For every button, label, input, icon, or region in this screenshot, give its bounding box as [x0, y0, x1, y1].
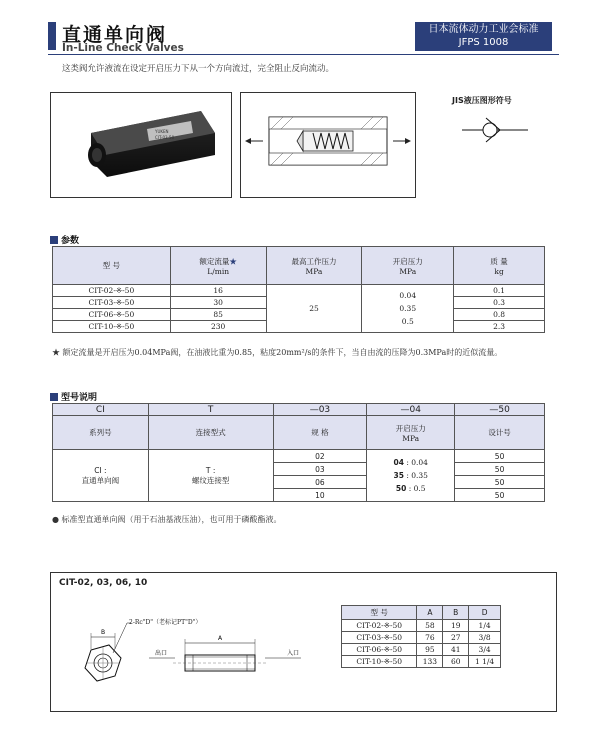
dim-header-a: A: [417, 606, 443, 620]
dim-header-row: [342, 606, 501, 620]
crack-pressure-cell: 0.04 0.35 0.5: [362, 285, 454, 333]
header-mass: 质 量 kg: [454, 247, 545, 285]
title-accent-bar: [48, 22, 56, 50]
design-cell: 50: [455, 489, 545, 502]
size-cell: 06: [273, 476, 367, 489]
params-footnote: ★ 额定流量是开启压为0.04MPa阀，在油液比重为0.85，粘度20mm²/s的条件下，当自由流的压降为0.3MPa时的近似流量。: [52, 348, 503, 357]
design-cell: 50: [455, 476, 545, 489]
code-row: [53, 404, 545, 416]
code-size: —03: [273, 404, 367, 416]
model-cell: CIT-06-※-50: [53, 309, 171, 321]
product-photo: [51, 93, 231, 197]
header-crack: 开启压力 MPa: [362, 247, 454, 285]
cross-section-diagram: [241, 93, 415, 197]
model-cell: CIT-02-※-50: [53, 285, 171, 297]
crack-options-cell: 04 : 0.04 35 : 0.35 50 : 0.5: [367, 450, 455, 502]
dimensions-frame: [50, 572, 557, 712]
label-outlet: 出口: [155, 650, 168, 657]
dimensions-title: CIT-02, 03, 06, 10: [59, 578, 148, 588]
flow-cell: 85: [170, 309, 266, 321]
jis-symbol-label: JIS液压图形符号: [452, 96, 512, 105]
port-callout: 2-Rc"D"（老标记PT"D"）: [129, 619, 202, 626]
size-cell: 02: [273, 450, 367, 463]
standard-name: 日本流体动力工业会标准: [428, 24, 539, 35]
page-title: 直通单向阀: [62, 24, 168, 46]
model-cell: CIT-03-※-50: [53, 297, 171, 309]
standard-badge: [415, 22, 552, 51]
mass-cell: 0.8: [454, 309, 545, 321]
size-cell: 10: [273, 489, 367, 502]
flow-cell: 16: [170, 285, 266, 297]
table-row: CIT-06-※-50 95 41 3/4: [342, 644, 501, 656]
size-cell: 03: [273, 463, 367, 476]
max-pressure-cell: 25: [266, 285, 362, 333]
design-cell: 50: [455, 463, 545, 476]
product-marking-2: CIT-03-50: [155, 135, 175, 140]
cross-section-frame: [240, 92, 416, 198]
label-crack: 开启压力 MPa: [367, 416, 455, 450]
table-row: CIT-10-※-50 133 60 1 1/4: [342, 656, 501, 668]
flow-cell: 30: [170, 297, 266, 309]
code-series: CI: [53, 404, 149, 416]
mass-cell: 0.3: [454, 297, 545, 309]
label-series: 系列号: [53, 416, 149, 450]
header-pressure: 最高工作压力 MPa: [266, 247, 362, 285]
page-subtitle: In-Line Check Valves: [62, 42, 184, 54]
table-row: [53, 450, 545, 463]
code-connection: T: [148, 404, 273, 416]
params-table: [52, 246, 545, 333]
label-connection: 连接型式: [148, 416, 273, 450]
connection-cell: T : 螺纹连接型: [148, 450, 273, 502]
page-description: 这类阀允许液流在设定开启压力下从一个方向流过，完全阻止反向流动。: [62, 64, 335, 74]
label-b: B: [100, 629, 106, 636]
dim-header-model: 型 号: [342, 606, 417, 620]
flow-cell: 230: [170, 321, 266, 333]
params-header-row: [53, 247, 545, 285]
check-valve-symbol: [460, 112, 530, 148]
mass-cell: 0.1: [454, 285, 545, 297]
model-code-note: ● 标准型直通单向阀（用于石油基液压油），也可用于磷酸酯液。: [52, 515, 282, 524]
label-a: A: [217, 635, 223, 642]
product-marking-1: YUKEN: [155, 129, 169, 134]
model-code-section-title: 型号说明: [50, 390, 97, 403]
standard-code: JFPS 1008: [458, 37, 509, 48]
code-design: —50: [455, 404, 545, 416]
header-model: 型 号: [53, 247, 171, 285]
dimensions-table: [341, 605, 501, 668]
dim-header-d: D: [469, 606, 501, 620]
product-photo-frame: [50, 92, 232, 198]
design-cell: 50: [455, 450, 545, 463]
dimension-drawing: [51, 573, 341, 711]
mass-cell: 2.3: [454, 321, 545, 333]
label-design: 设计号: [455, 416, 545, 450]
title-divider: [48, 54, 559, 55]
table-row: [53, 285, 545, 297]
model-cell: CIT-10-※-50: [53, 321, 171, 333]
params-section-title: 参数: [50, 233, 79, 246]
model-code-table: [52, 403, 545, 502]
label-size: 规 格: [273, 416, 367, 450]
label-row: [53, 416, 545, 450]
label-inlet: 入口: [287, 650, 300, 657]
series-cell: CI : 直通单向阀: [53, 450, 149, 502]
code-crack: —04: [367, 404, 455, 416]
table-row: CIT-03-※-50 76 27 3/8: [342, 632, 501, 644]
table-row: CIT-02-※-50 58 19 1/4: [342, 620, 501, 632]
dim-header-b: B: [443, 606, 469, 620]
header-flow: 额定流量★ L/min: [170, 247, 266, 285]
